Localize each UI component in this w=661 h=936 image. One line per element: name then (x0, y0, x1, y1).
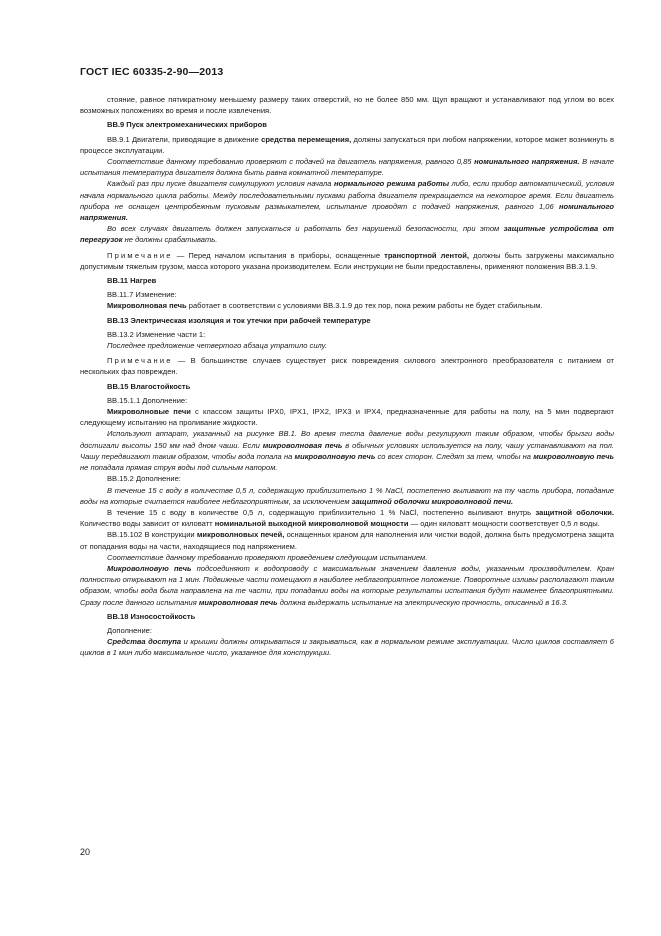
paragraph: ВВ.9.1 Двигатели, приводящие в движение средства перемещения, должны запускаться при любом напряжении, которое может возникнуть в процессе эксплуатации. (80, 134, 614, 155)
paragraph: Примечание — Перед началом испытания в приборы, оснащенные транспортной лентой, должны быть загружены максимально допустимым тяжелым грузом, масса которого указана производителем. Если инструкции не были предоставлены, применяют положения ВВ.3.1.9. (80, 250, 614, 271)
paragraph: Во всех случаях двигатель должен запускаться и работать без нарушений безопасности, при этом защитные устройства от перегрузок не должны срабатывать. (80, 224, 614, 245)
paragraph: Микроволновая печь работает в соответствии с условиями ВВ.3.1.9 до тех пор, пока режим работы не будет стабильным. (107, 301, 543, 311)
page-number: 20 (80, 847, 91, 857)
paragraph: Каждый раз при пуске двигателя симулируют условия начала нормального режима работы либо, если прибор автоматический, условия начала нормального цикла работы. Между последовательными пусками работа двигателя прекращается на некоторое время. Если двигатель прибора не оснащен центробежным пусковым размыкателем, испытание проводят с подачей напряжения, равного 1,06 номинального напряжения. (80, 179, 614, 223)
document-header: ГОСТ IEC 60335-2-90—2013 (80, 66, 224, 78)
paragraph: Соответствие данному требованию проверяют проведением следующим испытанием. (107, 552, 428, 562)
document-page (80, 0, 614, 936)
section-heading: ВВ.15 Влагостойкость (107, 381, 191, 391)
section-heading: ВВ.9 Пуск электромеханических приборов (107, 120, 267, 130)
paragraph: Используют аппарат, указанный на рисунке ВВ.1. Во время теста давление воды регулируют таким образом, чтобы брызги воды достигали высоты 150 мм над дном чаши. Если микроволновая печь в обычных условиях используется на полу, чашу устанавливают на пол. Чашу передвигают таким образом, чтобы вода попала на микроволновую печь со всех сторон. Следят за тем, чтобы на микроволновую печь не попадала прямая струя воды под сильным напором. (80, 429, 615, 473)
paragraph: ВВ.15.1.1 Дополнение: (107, 395, 188, 405)
document-body (80, 94, 614, 659)
paragraph: ВВ.15.102 В конструкции микроволновых печей, оснащенных краном для наполнения или чистки водой, должна быть предусмотрена защита от попадания воды на части, находящиеся под напряжением. (80, 530, 615, 551)
paragraph: Последнее предложение четвертого абзаца утратило силу. (107, 341, 328, 351)
paragraph: Микроволновую печь подсоединяют к водопроводу с максимальным значением давления воды, указанным производителем. Кран полностью открывают на 1 мин. Подвижные части помещают в наиболее неблагоприятное положение. Поворотные изливы располагают таким образом, чтобы вода была направлена на те части, при попадании воды на которые результаты испытания будут наименее благоприятными. Сразу после данного испытания микроволновая печь должна выдержать испытание на электрическую прочность, описанный в 16.3. (80, 563, 614, 607)
paragraph: В течение 15 с воду в количестве 0,5 л, содержащую приблизительно 1 % NaCl, постепенно выливают внутрь защитной оболочки. Количество воды зависит от киловатт номинальной выходной микроволновой мощности — один киловатт мощности соответствует 0,5 л воды. (80, 507, 614, 529)
paragraph: ВВ.13.2 Изменение части 1: (107, 329, 206, 339)
paragraph: Дополнение: (107, 625, 152, 635)
section-heading: ВВ.11 Нагрев (107, 276, 157, 286)
paragraph: ВВ.11.7 Изменение: (107, 290, 177, 300)
paragraph: В течение 15 с воду в количестве 0,5 л, содержащую приблизительно 1 % NaCl, постепенно выливают на ту часть прибора, попадание воды на которые считается наиболее неблагоприятным, за исключением защитной оболочки микроволновой печи. (80, 485, 614, 506)
section-heading: ВВ.13 Электрическая изоляция и ток утечки при рабочей температуре (107, 315, 371, 325)
paragraph: Микроволновые печи с классом защиты IPX0, IPX1, IPX2, IPX3 и IPX4, предназначенные для работы на полу, на 5 мин подвергают следующему испытанию на проливание жидкости. (80, 407, 614, 428)
paragraph: стояние, равное пятикратному меньшему размеру таких отверстий, но не более 850 мм. Щуп вращают и устанавливают под углом во всех возможных положениях во время и после извлечения. (80, 95, 614, 116)
paragraph: Соответствие данному требованию проверяют с подачей на двигатель напряжения, равного 0,85 номинального напряжения. В начале испытания температура двигателя должна быть равна комнатной температуре. (80, 157, 615, 178)
section-heading: ВВ.18 Износостойкость (107, 611, 196, 621)
paragraph: Средства доступа и крышки должны открываться и закрываться, как в нормальном режиме эксплуатации. Число циклов составляет 6 циклов в 1 мин либо максимальное число, указанное для конструкции. (80, 637, 614, 658)
paragraph: ВВ.15.2 Дополнение: (107, 474, 181, 484)
paragraph: Примечание — В большинстве случаев существует риск повреждения силового электронного преобразователя с питанием от нескольких фаз поврежден. (80, 356, 614, 377)
